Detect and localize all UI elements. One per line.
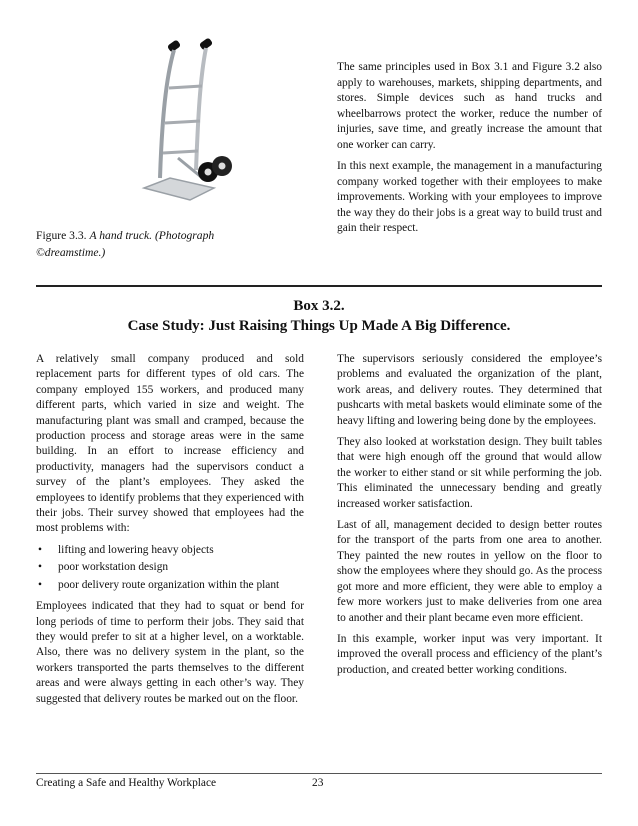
case-study-paragraph: The supervisors seriously considered the employee’s problems and evaluated the organization of the plant, work areas, and delivery routes. They determined that pushcarts with metal baskets would eliminate some of the heavy lifting and lowering being done by the employees. (337, 353, 602, 427)
box-title: Case Study: Just Raising Things Up Made A Big Difference. (127, 318, 511, 334)
list-item-text: poor workstation design (58, 561, 169, 574)
footer-title: Creating a Safe and Healthy Workplace (36, 777, 217, 789)
list-item-text: lifting and lowering heavy objects (58, 543, 214, 556)
hand-truck-image (130, 38, 250, 208)
case-study-paragraph: Last of all, management decided to design better routes for the transport of the parts from one area to another. They painted the new routes in yellow on the floor to show the employees where they should go. As the process got more and more efficient, they were able to employ a few more workers just to make deliveries from one area to another and their plant became even more efficient. (337, 519, 602, 624)
case-study-paragraph: They also looked at workstation design. They built tables that were high enough off the ground that would allow the worker to either stand or sit while performing the job. This eliminated the unnecessary bending and greatly increased worker satisfaction. (337, 436, 602, 510)
case-study-paragraph: Employees indicated that they had to squat or bend for long periods of time to perform their jobs. They said that they would prefer to sit at a higher level, on a worktable. Also, there was no delivery system in the plant, so the workers transported the parts themselves to the different areas and were always getting in each other’s way. They suggested that delivery routes be marked out on the floor. (36, 600, 304, 705)
intro-paragraph: In this next example, the management in a manufacturing company worked together with their employees to make improvements. Working with your employees to improve the way they do their jobs is a great way to build trust and gain their respect. (337, 160, 602, 234)
list-item-text: poor delivery route organization within the plant (58, 578, 280, 591)
page-number: 23 (312, 777, 324, 789)
box-heading (36, 296, 602, 336)
list-item (36, 578, 304, 593)
bullet-icon: • (38, 578, 42, 591)
box-number: Box 3.2. (293, 298, 345, 314)
intro-text (337, 60, 602, 243)
figure-caption (36, 227, 286, 261)
list-item (36, 560, 304, 575)
bullet-icon: • (38, 543, 42, 556)
figure-caption-credit: ©dreamstime.) (36, 246, 106, 259)
figure-caption-label: Figure 3.3. (36, 229, 87, 242)
bullet-icon: • (38, 561, 42, 574)
problem-list (36, 543, 304, 593)
figure-caption-text: A hand truck. (Photograph (89, 229, 215, 242)
case-study-paragraph: In this example, worker input was very important. It improved the overall process and efficiency of the plant’s production, and created better working conditions. (337, 632, 602, 676)
list-item (36, 543, 304, 558)
case-study-right-column (337, 352, 602, 684)
intro-paragraph: The same principles used in Box 3.1 and Figure 3.2 also apply to warehouses, markets, shipping departments, and stores. Simple devices such as hand trucks and wheelbarrows protect the worker, reduce the number of injuries, save time, and greatly increase the amount that one worker can carry. (337, 61, 602, 151)
case-study-left-column (36, 352, 304, 713)
section-divider (36, 285, 602, 287)
footer-divider (36, 773, 602, 774)
case-study-paragraph: A relatively small company produced and sold replacement parts for different types of old cars. The company employed 155 workers, and produced many different parts, which varied in size and weight. The manufacturing plant was small and cramped, because the production process and storage areas were in the same building. In an effort to increase efficiency and productivity, managers had the supervisors conduct a survey of the plant’s employees. They asked the employees to identify problems that they experienced with their jobs. Their survey showed that employees had the most problems with: (36, 353, 304, 535)
